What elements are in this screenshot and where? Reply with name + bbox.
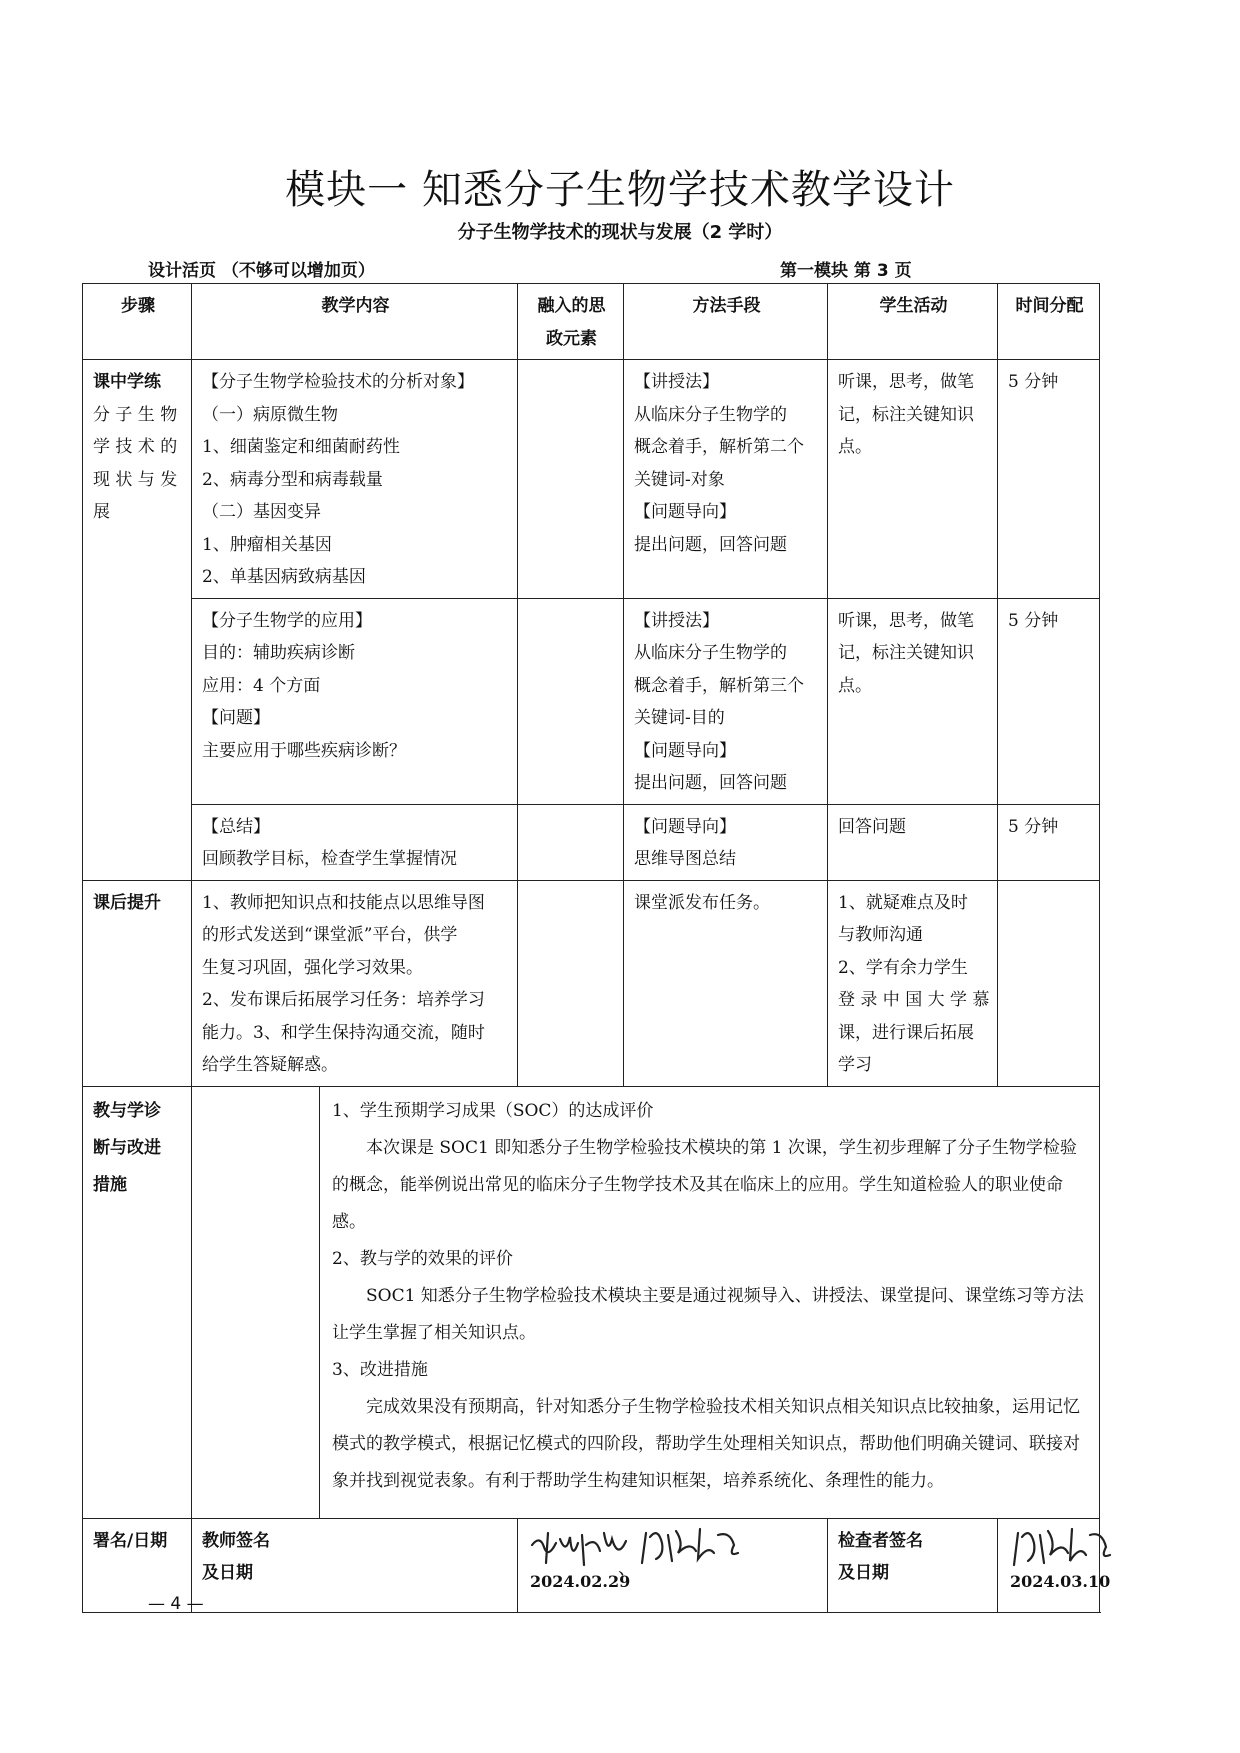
teacher-label-line: 及日期 (202, 1563, 253, 1583)
content-line: 回顾教学目标，检查学生掌握情况 (202, 849, 457, 869)
content-line: 【分子生物学的应用】 (202, 610, 372, 631)
method-line: 【讲授法】 (634, 372, 719, 392)
in-class-label: 课中学练 (93, 372, 161, 392)
content-line: 生复习巩固，强化学习效果。 (202, 957, 423, 978)
signature-label: 署名/日期 (93, 1530, 168, 1551)
diagnosis-heading-1: 1、学生预期学习成果（SOC）的达成评价 (332, 1100, 654, 1121)
method-line: 【讲授法】 (634, 610, 719, 631)
content-line: 2、单基因病致病基因 (202, 567, 366, 587)
content-cell (192, 598, 518, 804)
header-row (83, 284, 1100, 360)
diagnosis-row (83, 1086, 1100, 1518)
teaching-design-table (82, 283, 1111, 1613)
diagnosis-label-line: 措施 (93, 1174, 127, 1195)
ideology-cell (518, 880, 624, 1086)
time-cell (998, 880, 1100, 1086)
page-number: — 4 — (148, 1594, 204, 1614)
activity-line: 记，标注关键知识 (838, 643, 974, 663)
method-cell (624, 598, 828, 804)
activity-line: 点。 (838, 437, 872, 457)
activity-line: 点。 (838, 675, 872, 696)
teacher-signature-separator: 、 (618, 1557, 636, 1579)
method-line: 概念着手，解析第三个 (634, 675, 804, 696)
activity-line: 课，进行课后拓展 (838, 1022, 974, 1043)
header-step: 步骤 (83, 284, 192, 360)
content-cell (192, 880, 518, 1086)
activity-cell (828, 360, 998, 599)
teacher-signature-2-image (638, 1523, 748, 1571)
time-cell: 5 分钟 (998, 598, 1100, 804)
checker-signature-image (1010, 1523, 1120, 1573)
activity-line: 1、就疑难点及时 (838, 892, 968, 913)
signature-row (83, 1518, 1100, 1612)
diagnosis-paragraph-1: 本次课是 SOC1 即知悉分子生物学检验技术模块的第 1 次课，学生初步理解了分子生物学检验的概念，能举例说出常见的临床分子生物学技术及其在临床上的应用。学生知道检验人的职业使命感。 (332, 1137, 1077, 1232)
content-line: 1、细菌鉴定和细菌耐药性 (202, 437, 400, 457)
diagnosis-heading-2: 2、教与学的效果的评价 (332, 1248, 513, 1269)
header-ideology-line-2: 政元素 (546, 328, 597, 349)
diagnosis-empty-cell (192, 1086, 320, 1518)
teacher-label-line: 教师签名 (202, 1530, 270, 1551)
teacher-label-cell (192, 1518, 518, 1612)
meta-right: 第一模块 第 3 页 (780, 261, 912, 281)
content-line: （二）基因变异 (202, 502, 321, 522)
after-class-step-cell (83, 880, 192, 1086)
diagnosis-paragraph-2: SOC1 知悉分子生物学检验技术模块主要是通过视频导入、讲授法、课堂提问、课堂练习等方法让学生掌握了相关知识点。 (332, 1285, 1084, 1343)
content-line: 给学生答疑解惑。 (202, 1055, 338, 1075)
activity-cell (828, 880, 998, 1086)
checker-label-cell (828, 1518, 998, 1612)
content-line: 【分子生物学检验技术的分析对象】 (202, 372, 474, 392)
in-class-desc-line: 学 技 术 的 (93, 437, 178, 457)
ideology-cell (518, 598, 624, 804)
diagnosis-label-line: 教与学诊 (93, 1100, 161, 1121)
content-line: 2、病毒分型和病毒载量 (202, 469, 383, 490)
method-line: 从临床分子生物学的 (634, 404, 787, 425)
checker-signature-cell (998, 1518, 1111, 1612)
content-line: 2、发布课后拓展学习任务：培养学习 (202, 990, 485, 1010)
activity-line: 记，标注关键知识 (838, 404, 974, 425)
content-cell (192, 804, 518, 880)
activity-line: 听课，思考，做笔 (838, 610, 974, 631)
method-cell (624, 360, 828, 599)
method-line: 【问题导向】 (634, 502, 736, 522)
in-class-row-3 (83, 804, 1100, 880)
activity-line: 2、学有余力学生 (838, 957, 968, 978)
method-cell (624, 880, 828, 1086)
diagnosis-label-line: 断与改进 (93, 1137, 161, 1158)
meta-left: 设计活页 （不够可以增加页） (148, 261, 375, 281)
method-line: 概念着手，解析第二个 (634, 437, 804, 457)
diagnosis-content-cell (320, 1086, 1100, 1518)
in-class-desc-line: 现 状 与 发 (93, 469, 178, 490)
method-line: 关键词-对象 (634, 469, 725, 490)
method-line: 提出问题，回答问题 (634, 534, 787, 555)
ideology-cell (518, 360, 624, 599)
content-line: （一）病原微生物 (202, 404, 338, 425)
method-line: 从临床分子生物学的 (634, 643, 787, 663)
content-line: 【总结】 (202, 816, 270, 837)
activity-line: 学习 (838, 1055, 872, 1075)
activity-line: 登 录 中 国 大 学 慕 (838, 990, 990, 1010)
teacher-date: 2024.02.29 (530, 1572, 631, 1591)
activity-line: 回答问题 (838, 816, 906, 837)
header-method: 方法手段 (624, 284, 828, 360)
content-line: 的形式发送到“课堂派”平台，供学 (202, 925, 458, 945)
header-ideology-line-1: 融入的思 (537, 296, 606, 316)
teacher-signature-box (526, 1523, 819, 1601)
method-line: 关键词-目的 (634, 708, 725, 728)
method-line: 课堂派发布任务。 (634, 892, 770, 913)
method-line: 思维导图总结 (634, 849, 736, 869)
content-line: 1、教师把知识点和技能点以思维导图 (202, 892, 485, 913)
in-class-desc-line: 分 子 生 物 (93, 404, 178, 425)
content-cell (192, 360, 518, 599)
in-class-step-cell (83, 360, 192, 881)
checker-label-line: 及日期 (838, 1563, 889, 1583)
after-class-label: 课后提升 (93, 892, 161, 913)
content-line: 主要应用于哪些疾病诊断？ (202, 740, 406, 761)
page-subtitle: 分子生物学技术的现状与发展（2 学时） (457, 222, 783, 243)
method-line: 【问题导向】 (634, 740, 736, 761)
in-class-desc-line: 展 (93, 502, 110, 522)
content-line: 能力。3、和学生保持沟通交流，随时 (202, 1022, 485, 1043)
content-line: 应用：4 个方面 (202, 675, 321, 696)
content-line: 1、肿瘤相关基因 (202, 534, 332, 555)
ideology-cell (518, 804, 624, 880)
checker-label-line: 检查者签名 (838, 1530, 923, 1551)
header-time: 时间分配 (998, 284, 1100, 360)
content-line: 【问题】 (202, 708, 270, 728)
header-activity: 学生活动 (828, 284, 998, 360)
method-line: 提出问题，回答问题 (634, 773, 787, 793)
header-content: 教学内容 (192, 284, 518, 360)
activity-line: 与教师沟通 (838, 925, 923, 945)
in-class-row-2 (83, 598, 1100, 804)
checker-signature-box (1006, 1523, 1111, 1601)
method-cell (624, 804, 828, 880)
diagnosis-paragraph-3: 完成效果没有预期高，针对知悉分子生物学检验技术相关知识点相关知识点比较抽象，运用记忆模式的教学模式，根据记忆模式的四阶段，帮助学生处理相关知识点，帮助他们明确关键词、联接对象并找到视觉表象。有利于帮助学生构建知识框架，培养系统化、条理性的能力。 (332, 1396, 1080, 1491)
in-class-row-1 (83, 360, 1100, 599)
activity-line: 听课，思考，做笔 (838, 372, 974, 392)
content-line: 目的：辅助疾病诊断 (202, 643, 355, 663)
time-cell: 5 分钟 (998, 804, 1100, 880)
diagnosis-heading-3: 3、改进措施 (332, 1359, 428, 1380)
page-title: 模块一 知悉分子生物学技术教学设计 (285, 167, 955, 213)
checker-date: 2024.03.10 (1010, 1572, 1111, 1591)
diagnosis-step-cell (83, 1086, 192, 1518)
header-ideology (518, 284, 624, 360)
time-cell: 5 分钟 (998, 360, 1100, 599)
method-line: 【问题导向】 (634, 816, 736, 837)
teacher-signature-cell (518, 1518, 828, 1612)
activity-cell (828, 598, 998, 804)
activity-cell (828, 804, 998, 880)
after-class-row (83, 880, 1100, 1086)
